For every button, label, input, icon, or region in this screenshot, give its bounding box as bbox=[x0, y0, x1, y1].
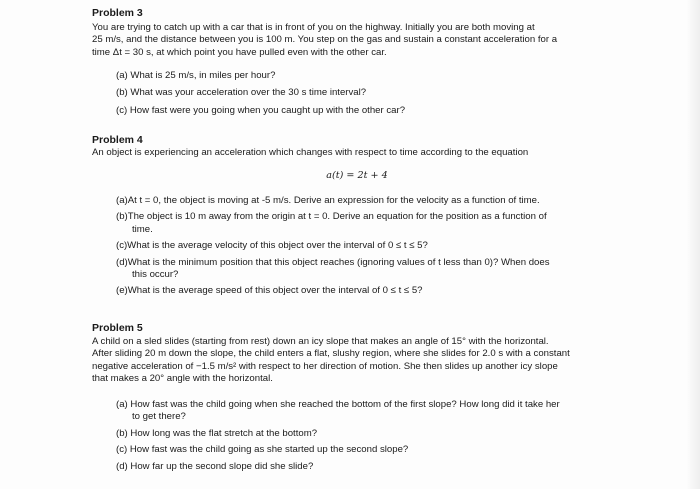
problem-3-question-a: (a) What is 25 m/s, in miles per hour? bbox=[116, 70, 276, 81]
problem-4-question-e bbox=[116, 285, 624, 297]
problem-4-question-a-line-1: (a)At t = 0, the object is moving at -5 m/s. Derive an expression for the velocity as a function of time. bbox=[116, 195, 540, 206]
problem-5-line-1: A child on a sled slides (starting from rest) down an icy slope that makes an angle of 15° with the horizontal. bbox=[92, 336, 549, 347]
problem-4-question-b-line-2: time. bbox=[132, 223, 153, 235]
problem-3-line-2: 25 m/s, and the distance between you is 100 m. You step on the gas and sustain a constant acceleration for a bbox=[92, 34, 558, 46]
problem-4-question-c-line-1: (c)What is the average velocity of this object over the interval of 0 ≤ t ≤ 5? bbox=[116, 240, 428, 252]
problem-4 bbox=[92, 134, 622, 159]
problem-4-question-d bbox=[116, 257, 624, 282]
problem-3 bbox=[92, 7, 622, 20]
problem-4-question-d-line-2: this occur? bbox=[132, 269, 179, 281]
problem-5-statement bbox=[92, 336, 622, 386]
problem-4-question-d-line-1: (d)What is the minimum position that this object reaches (ignoring values of t less than 0)? When does bbox=[116, 256, 550, 268]
problem-3-title: Problem 3 bbox=[92, 7, 143, 19]
problem-4-question-c bbox=[116, 240, 624, 252]
problem-4-question-b-line-1: (b)The object is 10 m away from the origin at t = 0. Derive an equation for the position as a function of bbox=[116, 211, 547, 223]
problem-5-line-3: negative acceleration of −1.5 m/s² with respect to her direction of motion. She then slides up another icy slope bbox=[92, 360, 558, 372]
problem-4-title: Problem 4 bbox=[92, 134, 143, 146]
page-edge-shadow bbox=[686, 0, 700, 489]
problem-4-questions bbox=[116, 195, 624, 298]
problem-3-question-c: (c) How fast were you going when you caught up with the other car? bbox=[116, 104, 406, 116]
problem-5-question-a-line-1: (a) How fast was the child going when she reached the bottom of the first slope? How long did it take her bbox=[116, 399, 560, 410]
problem-5-questions bbox=[116, 399, 624, 473]
problem-5-question-d-line-1: (d) How far up the second slope did she slide? bbox=[116, 460, 314, 472]
problem-5-question-b bbox=[116, 428, 624, 440]
problem-4-intro: An object is experiencing an acceleration which changes with respect to time according to the equation bbox=[92, 147, 529, 158]
problem-5-question-c bbox=[116, 444, 624, 456]
problem-5-question-c-line-1: (c) How fast was the child going as she started up the second slope? bbox=[116, 444, 409, 456]
problem-3-line-3: time Δt = 30 s, at which point you have pulled even with the other car. bbox=[92, 46, 387, 58]
problem-5-line-4: that makes a 20° angle with the horizontal. bbox=[92, 373, 273, 385]
problem-5-question-d bbox=[116, 461, 624, 473]
problem-5-line-2: After sliding 20 m down the slope, the child enters a flat, slushy region, where she slides for 2.0 s with a constant bbox=[92, 348, 570, 360]
problem-3-line-1: You are trying to catch up with a car that is in front of you on the highway. Initially you are both moving at bbox=[92, 22, 535, 33]
problem-5 bbox=[92, 322, 622, 335]
problem-4-equation: a(t) = 2t + 4 bbox=[326, 170, 388, 181]
problem-4-question-a bbox=[116, 195, 624, 207]
problem-3-statement bbox=[92, 22, 622, 59]
problem-5-question-b-line-1: (b) How long was the flat stretch at the bottom? bbox=[116, 427, 318, 439]
problem-3-questions bbox=[116, 70, 626, 117]
problem-4-equation-row bbox=[92, 170, 622, 182]
problem-3-question-b: (b) What was your acceleration over the 30 s time interval? bbox=[116, 87, 367, 99]
problem-5-question-a bbox=[116, 399, 624, 424]
problem-5-title: Problem 5 bbox=[92, 322, 143, 334]
problem-5-question-a-line-2: to get there? bbox=[132, 411, 186, 423]
problem-4-question-e-line-1: (e)What is the average speed of this object over the interval of 0 ≤ t ≤ 5? bbox=[116, 285, 423, 297]
problem-4-question-b bbox=[116, 211, 624, 236]
